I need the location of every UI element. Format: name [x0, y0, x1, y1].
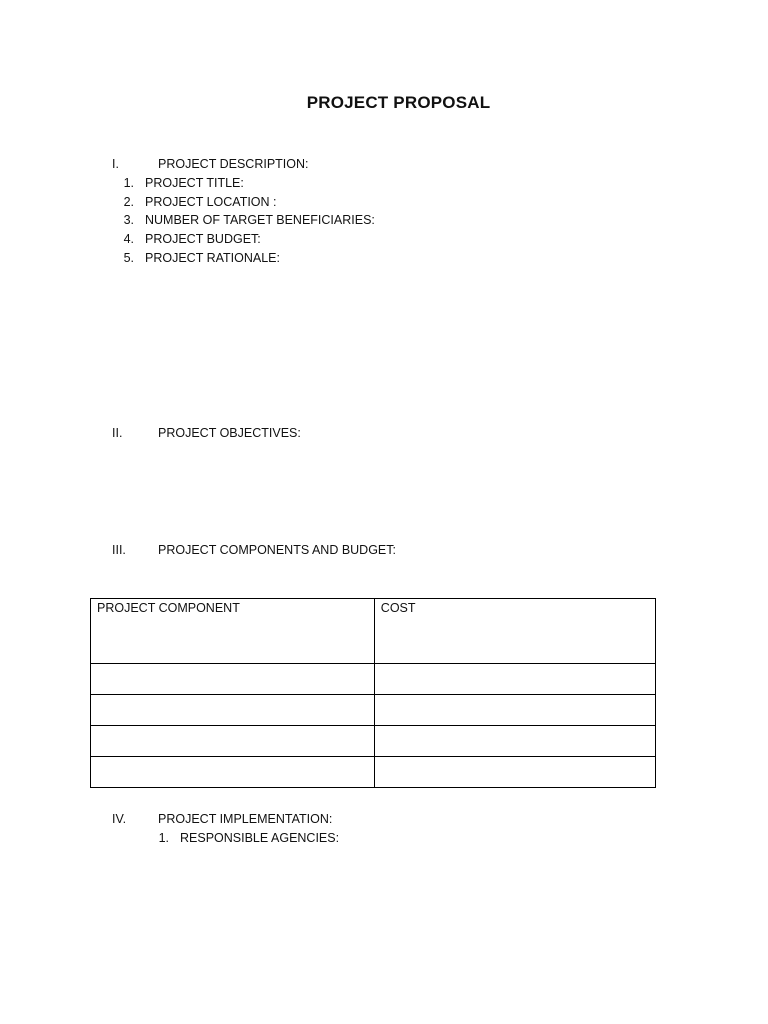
table-cell	[91, 664, 375, 695]
list-label: NUMBER OF TARGET BENEFICIARIES:	[145, 213, 375, 227]
list-number: 5.	[123, 251, 134, 265]
table-row	[91, 664, 656, 695]
section-label: PROJECT COMPONENTS AND BUDGET:	[158, 543, 396, 557]
section-numeral: IV.	[112, 812, 127, 826]
list-number: 4.	[123, 232, 134, 246]
table-cell	[374, 757, 655, 788]
list-label: PROJECT TITLE:	[145, 176, 244, 190]
list-label: RESPONSIBLE AGENCIES:	[180, 831, 340, 845]
section-label: PROJECT IMPLEMENTATION:	[158, 812, 333, 826]
list-number: 3.	[123, 213, 134, 227]
list-label: PROJECT RATIONALE:	[145, 251, 280, 265]
table-row	[91, 695, 656, 726]
table-cell	[91, 726, 375, 757]
list-label: PROJECT BUDGET:	[145, 232, 261, 246]
header-project-component: PROJECT COMPONENT	[91, 599, 375, 664]
section-label: PROJECT DESCRIPTION:	[158, 157, 309, 171]
list-number: 1.	[123, 176, 134, 190]
list-label: PROJECT LOCATION :	[145, 195, 277, 209]
table-cell	[374, 695, 655, 726]
budget-table	[90, 598, 656, 788]
header-cost: COST	[374, 599, 655, 664]
table-cell	[374, 664, 655, 695]
table-cell	[91, 695, 375, 726]
list-number: 1.	[158, 831, 169, 845]
section-numeral: III.	[112, 543, 126, 557]
section-numeral: II.	[112, 426, 123, 440]
section-label: PROJECT OBJECTIVES:	[158, 426, 301, 440]
page-title: PROJECT PROPOSAL	[306, 93, 491, 112]
table-header-row	[91, 599, 656, 664]
table-cell	[374, 726, 655, 757]
table-cell	[91, 757, 375, 788]
table-row	[91, 757, 656, 788]
table-row	[91, 726, 656, 757]
section-numeral: I.	[112, 157, 119, 171]
list-number: 2.	[123, 195, 134, 209]
